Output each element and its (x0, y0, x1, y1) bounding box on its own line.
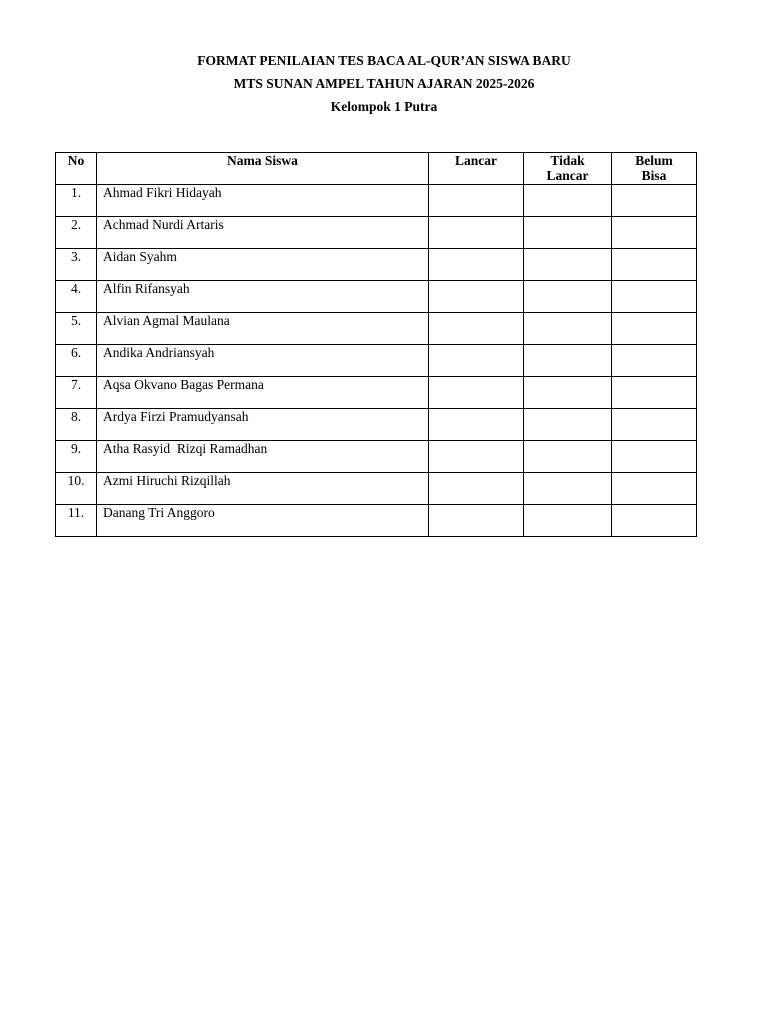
column-header-nama-siswa (97, 153, 429, 185)
column-header-lancar (429, 153, 524, 185)
column-header-lancar-label: Lancar (455, 153, 497, 168)
row-number: 6. (56, 345, 97, 377)
student-name: Andika Andriansyah (97, 345, 429, 377)
student-name: Aidan Syahm (97, 249, 429, 281)
cell-tidak-lancar[interactable] (524, 281, 612, 313)
cell-lancar[interactable] (429, 313, 524, 345)
table-row (56, 313, 697, 345)
cell-tidak-lancar[interactable] (524, 185, 612, 217)
cell-lancar[interactable] (429, 409, 524, 441)
student-name: Azmi Hiruchi Rizqillah (97, 473, 429, 505)
table-header-row (56, 153, 697, 185)
row-number: 4. (56, 281, 97, 313)
student-name: Atha Rasyid Rizqi Ramadhan (97, 441, 429, 473)
table-row (56, 473, 697, 505)
column-header-belum-bisa-label-1: Belum (635, 153, 673, 168)
row-number: 10. (56, 473, 97, 505)
row-number: 2. (56, 217, 97, 249)
row-number: 5. (56, 313, 97, 345)
student-name: Achmad Nurdi Artaris (97, 217, 429, 249)
student-name: Ahmad Fikri Hidayah (97, 185, 429, 217)
cell-tidak-lancar[interactable] (524, 345, 612, 377)
cell-tidak-lancar[interactable] (524, 441, 612, 473)
cell-tidak-lancar[interactable] (524, 249, 612, 281)
group-heading: Kelompok 1 Putra (330, 99, 438, 114)
student-name: Aqsa Okvano Bagas Permana (97, 377, 429, 409)
table-row (56, 505, 697, 537)
student-name: Ardya Firzi Pramudyansah (97, 409, 429, 441)
row-number: 1. (56, 185, 97, 217)
cell-tidak-lancar[interactable] (524, 377, 612, 409)
cell-belum-bisa[interactable] (612, 313, 697, 345)
student-name: Danang Tri Anggoro (97, 505, 429, 537)
cell-belum-bisa[interactable] (612, 217, 697, 249)
column-header-no-label: No (67, 153, 85, 168)
row-number: 8. (56, 409, 97, 441)
cell-belum-bisa[interactable] (612, 377, 697, 409)
cell-belum-bisa[interactable] (612, 409, 697, 441)
cell-lancar[interactable] (429, 281, 524, 313)
student-name: Alvian Agmal Maulana (97, 313, 429, 345)
table-row (56, 441, 697, 473)
cell-tidak-lancar[interactable] (524, 473, 612, 505)
cell-tidak-lancar[interactable] (524, 505, 612, 537)
cell-lancar[interactable] (429, 185, 524, 217)
cell-lancar[interactable] (429, 441, 524, 473)
table-row (56, 345, 697, 377)
column-header-belum-bisa (612, 153, 697, 185)
cell-lancar[interactable] (429, 377, 524, 409)
table-row (56, 217, 697, 249)
column-header-tidak-lancar-label-2: Lancar (546, 168, 589, 183)
row-number: 7. (56, 377, 97, 409)
cell-tidak-lancar[interactable] (524, 313, 612, 345)
column-header-nama-siswa-label: Nama Siswa (227, 153, 298, 168)
document-title: FORMAT PENILAIAN TES BACA AL-QUR’AN SISWA BARU (197, 53, 571, 68)
cell-belum-bisa[interactable] (612, 185, 697, 217)
cell-tidak-lancar[interactable] (524, 409, 612, 441)
table-body (56, 185, 697, 537)
cell-belum-bisa[interactable] (612, 441, 697, 473)
assessment-table (55, 152, 697, 537)
column-header-belum-bisa-label-2: Bisa (641, 168, 667, 183)
column-header-tidak-lancar-label-1: Tidak (550, 153, 585, 168)
cell-belum-bisa[interactable] (612, 473, 697, 505)
column-header-no (56, 153, 97, 185)
table-row (56, 409, 697, 441)
cell-lancar[interactable] (429, 505, 524, 537)
student-name: Alfin Rifansyah (97, 281, 429, 313)
cell-tidak-lancar[interactable] (524, 217, 612, 249)
cell-belum-bisa[interactable] (612, 249, 697, 281)
table-row (56, 185, 697, 217)
cell-lancar[interactable] (429, 249, 524, 281)
cell-lancar[interactable] (429, 473, 524, 505)
table-row (56, 281, 697, 313)
table-row (56, 377, 697, 409)
row-number: 11. (56, 505, 97, 537)
cell-belum-bisa[interactable] (612, 281, 697, 313)
cell-belum-bisa[interactable] (612, 505, 697, 537)
column-header-tidak-lancar (524, 153, 612, 185)
cell-belum-bisa[interactable] (612, 345, 697, 377)
cell-lancar[interactable] (429, 217, 524, 249)
school-and-year-heading: MTS SUNAN AMPEL TAHUN AJARAN 2025-2026 (233, 76, 535, 91)
cell-lancar[interactable] (429, 345, 524, 377)
table-row (56, 249, 697, 281)
row-number: 9. (56, 441, 97, 473)
row-number: 3. (56, 249, 97, 281)
